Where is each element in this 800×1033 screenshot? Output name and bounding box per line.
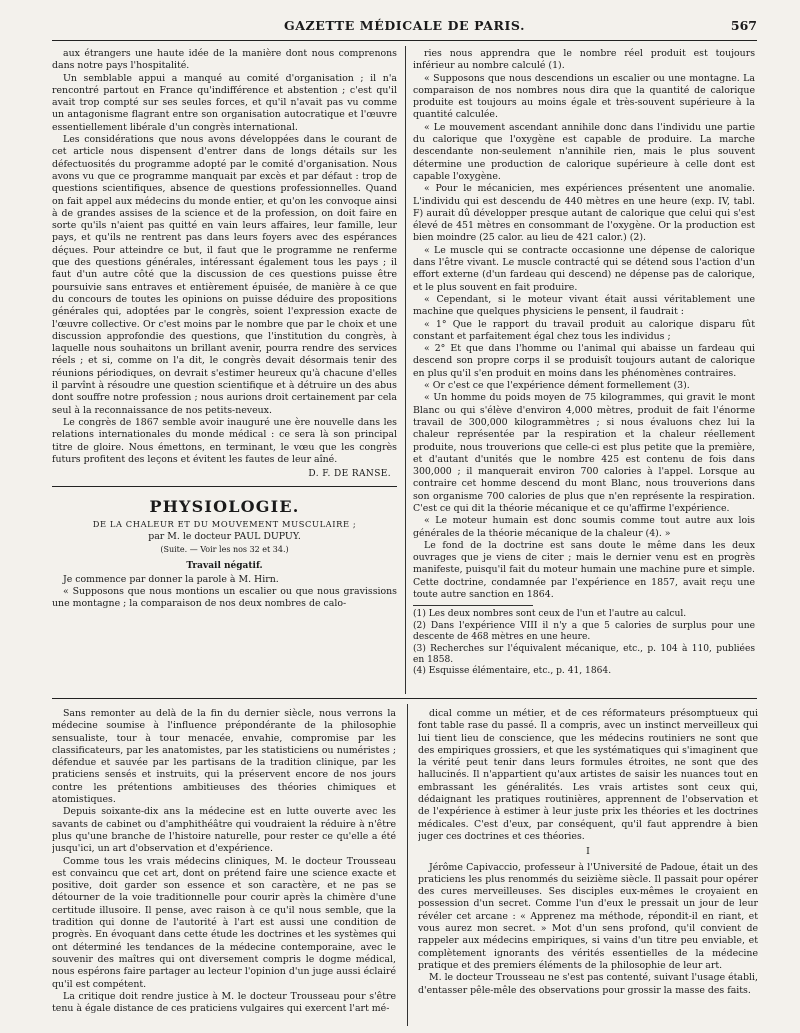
- paragraph: « Le moteur humain est donc soumis comme tout autre aux lois générales de la théorie mécanique de la chaleur (4). »: [413, 515, 755, 539]
- paragraph: « Le mouvement ascendant annihile donc dans l'individu une partie du calorique que l'oxygène est capable de produire. La marche descendante non-seulement n'annihile rien, mais le plus souvent détermine une production de calorique supérieure à celle dont est capable l'oxygène.: [413, 121, 755, 182]
- column-lower-right: [418, 708, 758, 1026]
- paragraph: Le fond de la doctrine est sans doute le même dans les deux ouvrages que je viens de citer ; mais le dernier venu est en progrès manifeste, puisqu'il fait du moteur humain une machine pure et simple. Cette doctrine, condamnée par l'expérience en 1857, avait reçu une toute autre sanction en 1864.: [413, 539, 755, 601]
- paragraph: dical comme un métier, et de ces réformateurs présomptueux qui font table rase du passé. Il a compris, avec un instinct merveilleux qui lui tient lieu de conscience, que les médecins routiniers ne sont que des empiriques grossiers, et que les systématiques qui s'imaginent que la vérité peut tenir dans leurs formules étroites, ne sont que des hallucinés. Il n'appartient qu'aux artistes de saisir les nuances tout en embrassant les généralités. Les vrais artistes sont ceux qui, dédaignant les pratiques routinières, apprennent de l'observation et de l'expérience à estimer à leur juste prix les théories et les doctrines médicales. C'est d'eux, par conséquent, qu'il faut apprendre à bien juger ces doctrines et ces théories.: [418, 708, 758, 842]
- column-upper-left: [52, 48, 397, 693]
- paragraph: Les considérations que nous avons développées dans le courant de cet article nous dispensent d'entrer dans de longs détails sur les défectuosités du programme adopté par le comité d'organisation. Nous avons vu que ce programme manquait par excès et par défaut : trop de questions scientifiques, absence de questions professionnelles. Quand on fait appel aux médecins du monde entier, et qu'on les convoque ainsi à de grandes assises de la science et de la profession, on doit faire en sorte qu'ils n'aient pas quitté en vain leurs affaires, leur famille, leur pays, et qu'ils ne rentrent pas dans leurs foyers avec des espérances déçues. Pour atteindre ce but, il faut que le programme ne renferme que des questions générales, intéressant également tous les pays ; il faut d'un autre côté que la discussion de ces questions puisse être poursuivie sans entraves et entièrement épuisée, de manière à ce que du concours de toutes les opinions on puisse déduire des propositions générales qui, adoptées par le congrès, soient l'expression exacte de l'œuvre collective. Or c'est moins par le nombre que par le choix et une discussion approfondie des questions, que l'institution du congrès, à laquelle nous souhaitons un brillant avenir, pourra rendre des services réels ; et si, comme on l'a dit, le congrès devait désormais tenir des réunions périodiques, on devrait s'estimer heureux qu'à chacune d'elles il parvînt à résoudre une question scientifique et à détruire un des abus dont souffre notre profession ; nous aurions droit certainement par cela seul à la reconnaissance de nos petits-neveux.: [52, 134, 397, 416]
- column-upper-right: [413, 48, 755, 693]
- paragraph: « 2° Et que dans l'homme ou l'animal qui abaisse un fardeau qui descend son propre corps il se produisît toujours autant de calorique en plus qu'il s'en produit en moins dans les phénomènes contraires.: [413, 343, 755, 379]
- paragraph: Le congrès de 1867 semble avoir inauguré une ère nouvelle dans les relations internationales du monde médical : ce sera là son principal titre de gloire. Nous émettons, en terminant, le vœu que les congrès futurs profitent des leçons et évitent les fautes de leur aîné.: [52, 416, 397, 465]
- paragraph: « Pour le mécanicien, mes expériences présentent une anomalie. L'individu qui est descendu de 440 mètres en une heure (exp. IV, tabl. F) aurait dû développer presque autant de calorique que celui qui s'est élevé de 451 mètres en consommant de l'oxygène. Or la production est bien moindre (25 calor. au lieu de 421 calor.) (2).: [413, 183, 755, 244]
- footnote: (4) Esquisse élémentaire, etc., p. 41, 1864.: [413, 666, 612, 677]
- section-numeral: I: [586, 846, 590, 858]
- footnote: (3) Recherches sur l'équivalent mécanique, etc., p. 104 à 110, publiées en 1858.: [413, 643, 755, 665]
- paragraph: « Or c'est ce que l'expérience dément formellement (3).: [424, 380, 690, 392]
- paragraph: aux étrangers une haute idée de la manière dont nous comprenons dans notre pays l'hospitalité.: [52, 48, 397, 72]
- paragraph: M. le docteur Trousseau ne s'est pas contenté, suivant l'usage établi, d'entasser pêle-mêle des observations pour grossir la masse des faits.: [418, 972, 758, 996]
- footnote-rule: [413, 605, 533, 606]
- column-divider: [407, 704, 408, 1026]
- paragraph: « Cependant, si le moteur vivant était aussi véritablement une machine que quelques physiciens le pensent, il faudrait :: [413, 293, 755, 318]
- column-lower-left: [52, 708, 396, 1026]
- header-rule: [52, 40, 757, 41]
- article-subtitle: DE LA CHALEUR ET DU MOUVEMENT MUSCULAIRE ;: [92, 518, 357, 529]
- paragraph: Sans remonter au delà de la fin du dernier siècle, nous verrons la médecine soumise à l'influence prépondérante de la philosophie sensualiste, tour à tour menacée, envahie, compromise par les classificateurs, par les anatomistes, par les statisticiens ou numéristes ; défendue et sauvée par les partisans de la tradition clinique, par les praticiens sensés et instruits, qui la préservent encore de nos jours contre les prétentions ambitieuses des théories chimiques et atomistiques.: [52, 708, 396, 806]
- paragraph: « 1° Que le rapport du travail produit au calorique disparu fût constant et parfaitement égal chez tous les individus ;: [413, 318, 755, 342]
- page-number: 567: [730, 18, 757, 33]
- fold-rule: [52, 698, 757, 699]
- paragraph: « Supposons que nous montions un escalier ou que nous gravissions une montagne ; la comparaison de nos deux nombres de calo-: [52, 586, 397, 610]
- paragraph: Jérôme Capivaccio, professeur à l'Université de Padoue, était un des praticiens les plus renommés du seizième siècle. Il passait pour opérer des cures merveilleuses. Ses disciples eux-mêmes le croyaient en possession d'un secret. Comme l'un d'eux le pressait un jour de leur révéler cet arcane : « Apprenez ma méthode, répondit-il en riant, et vous aurez mon secret. » Mot d'un sens profond, qu'il convient de rappeler aux médecins empiriques, si vains d'un titre peu enviable, et complètement ignorants des vérités essentielles de la médecine pratique et des premiers éléments de la philosophie de leur art.: [418, 861, 758, 971]
- paragraph: Je commence par donner la parole à M. Hirn.: [63, 573, 279, 585]
- section-rule: [52, 486, 397, 487]
- footnote: (1) Les deux nombres sont ceux de l'un et l'autre au calcul.: [413, 609, 687, 620]
- paragraph: La critique doit rendre justice à M. le docteur Trousseau pour s'être tenu à égale distance de ces praticiens vulgaires qui exercent l'art mé-: [52, 990, 396, 1015]
- paragraph: ries nous apprendra que le nombre réel produit est toujours inférieur au nombre calculé (1).: [413, 48, 755, 72]
- footnote: (2) Dans l'expérience VIII il n'y a que 5 calories de surplus pour une descente de 468 mètres en une heure.: [413, 620, 755, 643]
- paragraph: « Supposons que nous descendions un escalier ou une montagne. La comparaison de nos nombres nous dira que la quantité de calorique produite est toujours au moins égale et très-souvent supérieure à la quantité calculée.: [413, 72, 755, 121]
- article-continuation-note: (Suite. — Voir les nos 32 et 34.): [160, 545, 289, 555]
- paragraph: « Le muscle qui se contracte occasionne une dépense de calorique dans l'être vivant. Le muscle contracté qui se détend sous l'action d'un effort externe (d'un fardeau qui descend) ne dépense pas de calorique, et le plus souvent en fait produire.: [413, 244, 755, 293]
- subsection-heading: Travail négatif.: [186, 560, 263, 571]
- paragraph: Un semblable appui a manqué au comité d'organisation ; il n'a rencontré partout en France qu'indifférence et abstention ; c'est qu'il avait trop compté sur ses seules forces, et qu'il n'avait pas vu comme un antagonisme flagrant entre son organisation autocratique et l'œuvre essentiellement libérale d'un congrès international.: [52, 72, 397, 133]
- page-header: [52, 18, 757, 38]
- footnotes: [413, 609, 755, 677]
- column-divider: [405, 46, 406, 694]
- article-author: par M. le docteur PAUL DUPUY.: [148, 530, 301, 542]
- paragraph: Depuis soixante-dix ans la médecine est en lutte ouverte avec les savants de cabinet ou d'amphithéâtre qui voudraient la réduire à n'être plus qu'une branche de l'histoire naturelle, pour rester ce qu'elle a été jusqu'ici, un art d'observation et d'expérience.: [52, 806, 396, 855]
- paragraph: Comme tous les vrais médecins cliniques, M. le docteur Trousseau est convaincu que cet art, dont on prétend faire une science exacte et positive, doit garder son essence et son caractère, et ne pas se détourner de la voie traditionnelle pour courir après la chimère d'une certitude illusoire. Il pense, avec raison à ce qu'il nous semble, que la tradition qui donne de l'autorité à l'art est aussi une condition de progrès. En évoquant dans cette étude les doctrines et les systèmes qui ont déterminé les tendances de la médecine contemporaine, avec le souvenir des maîtres qui ont diversement compris le dogme médical, nous espérons faire partager au lecteur l'opinion d'un juge aussi éclairé qu'il est compétent.: [52, 855, 396, 990]
- section-title: PHYSIOLOGIE.: [149, 497, 300, 517]
- journal-title: GAZETTE MÉDICALE DE PARIS.: [283, 18, 526, 33]
- author-signature: D. F. DE RANSE.: [308, 469, 391, 480]
- paragraph: « Un homme du poids moyen de 75 kilogrammes, qui gravit le mont Blanc ou qui s'élève d'environ 4,000 mètres, produit de fait l'énorme travail de 300,000 kilogrammètres ; si nous évaluons chez lui la chaleur représentée par la respiration et la chaleur réellement produite, nous trouverions que celle-ci est plus petite que la première, et d'autant d'unités que le nombre 425 est contenu de fois dans 300,000 ; il manquerait environ 700 calories à l'appel. Lorsque au contraire cet homme descend du mont Blanc, nous trouverions dans son organisme 700 calories de plus que n'en représente la respiration. C'est ce qui dit la théorie mécanique et ce qu'affirme l'expérience.: [413, 392, 755, 514]
